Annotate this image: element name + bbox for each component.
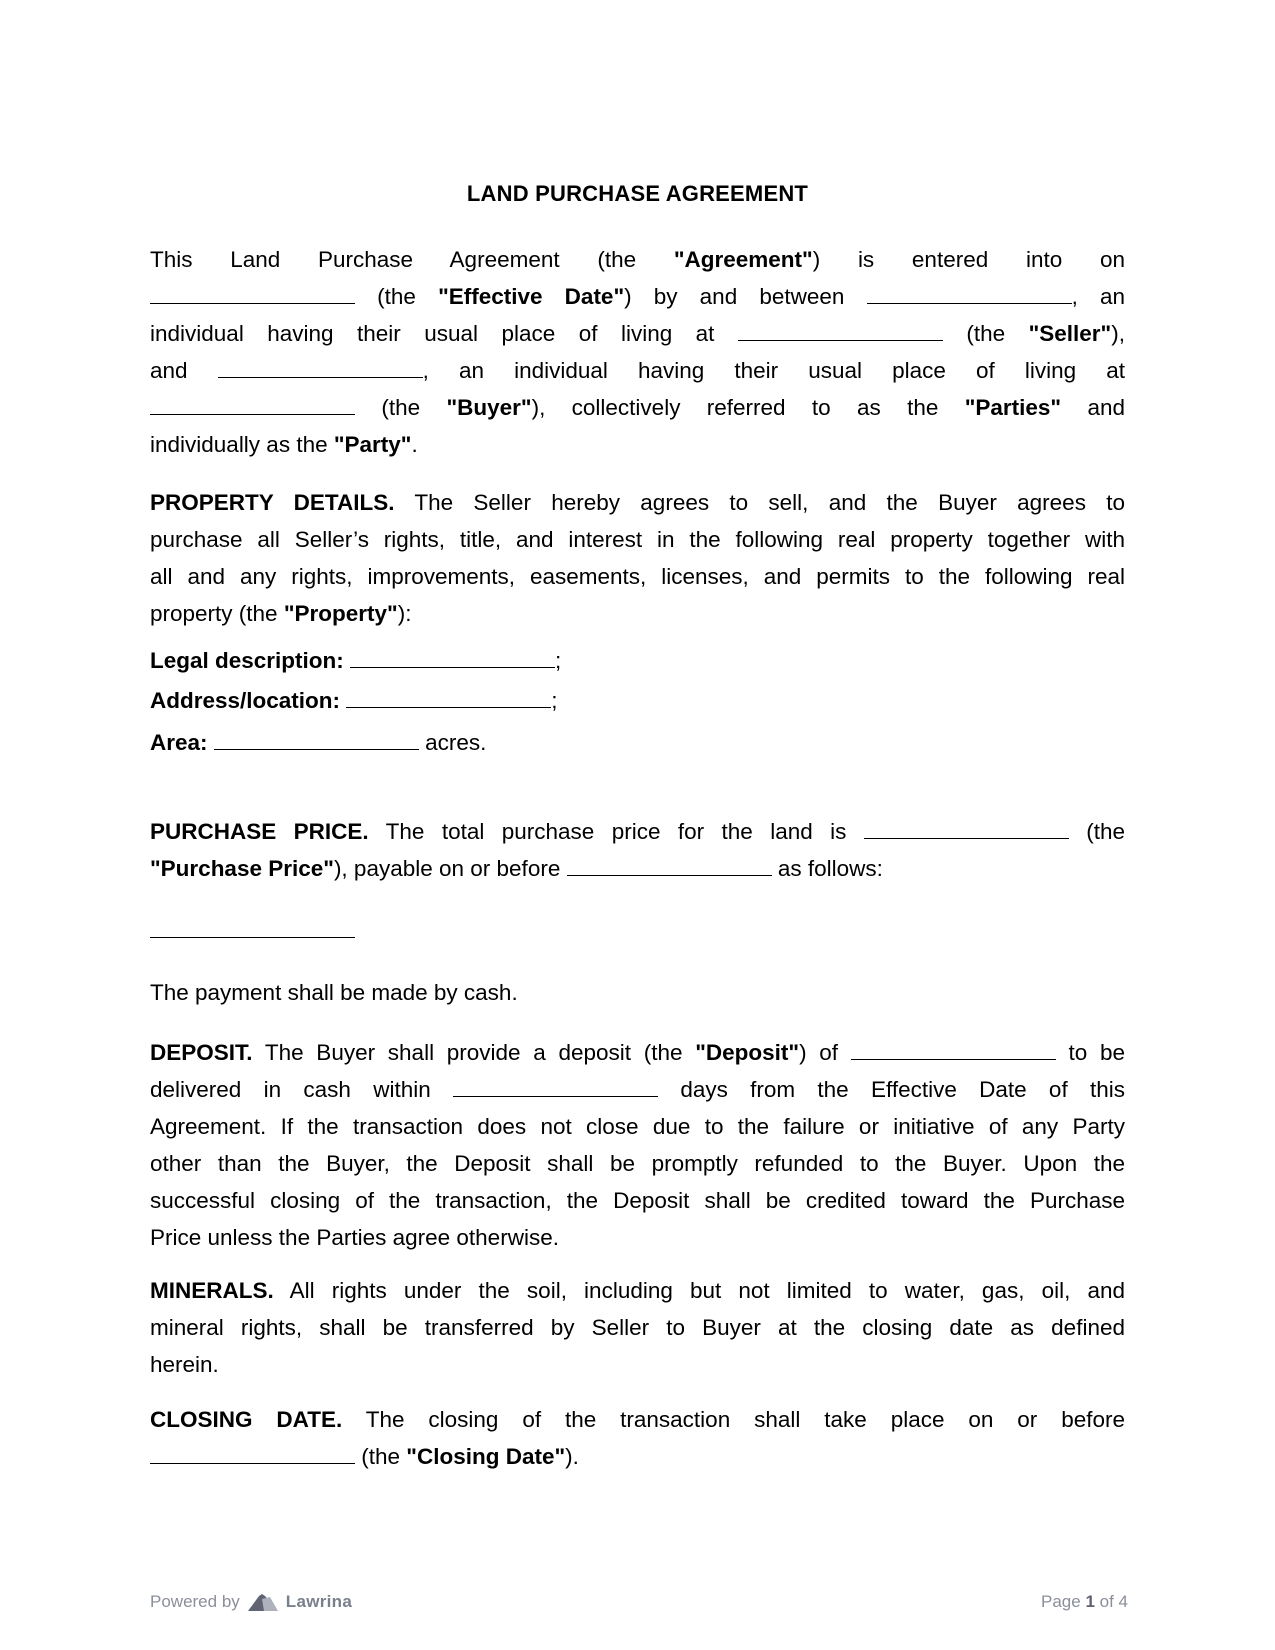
deposit-days-blank[interactable] (453, 1078, 658, 1097)
section-heading-deposit: DEPOSIT. (150, 1040, 253, 1065)
lawrina-logo-icon (248, 1593, 278, 1611)
effective-date-blank[interactable] (150, 285, 355, 304)
powered-by-footer[interactable]: Powered by Lawrina (150, 1592, 353, 1611)
payment-terms-blank-line (150, 916, 355, 946)
deposit-section: DEPOSIT. The Buyer shall provide a deposit (the "Deposit") of to be delivered in cash within days from the Effective Date of this Agreement. If the transaction does not close due to the failure or initiative of any Party other than the Buyer, the Deposit shall be promptly refunded to the Buyer. Upon the successful closing of the transaction, the Deposit shall be credited toward the Purchase Price unless the Parties agree otherwise. (150, 1040, 1125, 1250)
address-location-field: Address/location: ; (150, 688, 558, 713)
intro-line-2: (the "Effective Date") by and between , an (150, 278, 1125, 315)
term-closing-date: "Closing Date" (406, 1444, 566, 1469)
current-page-number: 1 (1085, 1592, 1095, 1611)
seller-address-blank[interactable] (738, 322, 943, 341)
payment-terms-blank[interactable] (150, 919, 355, 938)
section-heading-property-details: PROPERTY DETAILS. (150, 490, 395, 515)
purchase-price-blank[interactable] (864, 820, 1069, 839)
page-indicator: Page 1 of 4 (1041, 1592, 1128, 1611)
intro-line-5: (the "Buyer"), collectively referred to as the "Parties" and (150, 389, 1125, 426)
term-buyer: "Buyer" (446, 395, 532, 420)
term-seller: "Seller" (1028, 321, 1112, 346)
legal-description-field: Legal description: ; (150, 648, 562, 673)
intro-line-6: individually as the "Party". (150, 432, 418, 457)
payment-method-text: The payment shall be made by cash. (150, 980, 518, 1005)
minerals-section: MINERALS. All rights under the soil, including but not limited to water, gas, oil, and mineral rights, shall be transferred by Seller to Buyer at the closing date as defined herein. (150, 1278, 1125, 1377)
payment-date-blank[interactable] (567, 857, 772, 876)
term-agreement: "Agreement" (673, 247, 813, 272)
intro-paragraph (150, 241, 1125, 463)
section-heading-purchase-price: PURCHASE PRICE. (150, 819, 369, 844)
buyer-name-blank[interactable] (218, 359, 423, 378)
intro-line-4: and , an individual having their usual place of living at (150, 358, 1125, 383)
intro-line-3: individual having their usual place of living at (the "Seller"), (150, 321, 1125, 346)
address-location-blank[interactable] (346, 689, 551, 708)
document-title: LAND PURCHASE AGREEMENT (466, 181, 809, 206)
area-blank[interactable] (214, 731, 419, 750)
term-property: "Property" (283, 601, 398, 626)
section-heading-closing-date: CLOSING DATE. (150, 1407, 343, 1432)
closing-date-blank[interactable] (150, 1445, 355, 1464)
section-heading-minerals: MINERALS. (150, 1278, 274, 1303)
legal-description-blank[interactable] (350, 649, 555, 668)
deposit-amount-blank[interactable] (851, 1041, 1056, 1060)
term-purchase-price: "Purchase Price" (150, 856, 334, 881)
term-deposit: "Deposit" (695, 1040, 800, 1065)
closing-date-section: CLOSING DATE. The closing of the transaction shall take place on or before (the "Closing Date"). (150, 1407, 1125, 1469)
term-parties: "Parties" (964, 395, 1062, 420)
intro-line-1: This Land Purchase Agreement (the "Agreement") is entered into on (150, 247, 1125, 272)
term-effective-date: "Effective Date" (438, 284, 625, 309)
purchase-price-section: PURCHASE PRICE. The total purchase price for the land is (the "Purchase Price"), payable on or before as follows: (150, 819, 1125, 881)
term-party: "Party" (333, 432, 412, 457)
seller-name-blank[interactable] (867, 285, 1072, 304)
lawrina-brand: Lawrina (285, 1592, 353, 1611)
property-details-section: PROPERTY DETAILS. The Seller hereby agrees to sell, and the Buyer agrees to purchase all Seller’s rights, title, and interest in the following real property together with all and any rights, improvements, easements, licenses, and permits to the following real property (the "Property"): (150, 490, 1125, 626)
area-field: Area: acres. (150, 730, 487, 755)
buyer-address-blank[interactable] (150, 396, 355, 415)
